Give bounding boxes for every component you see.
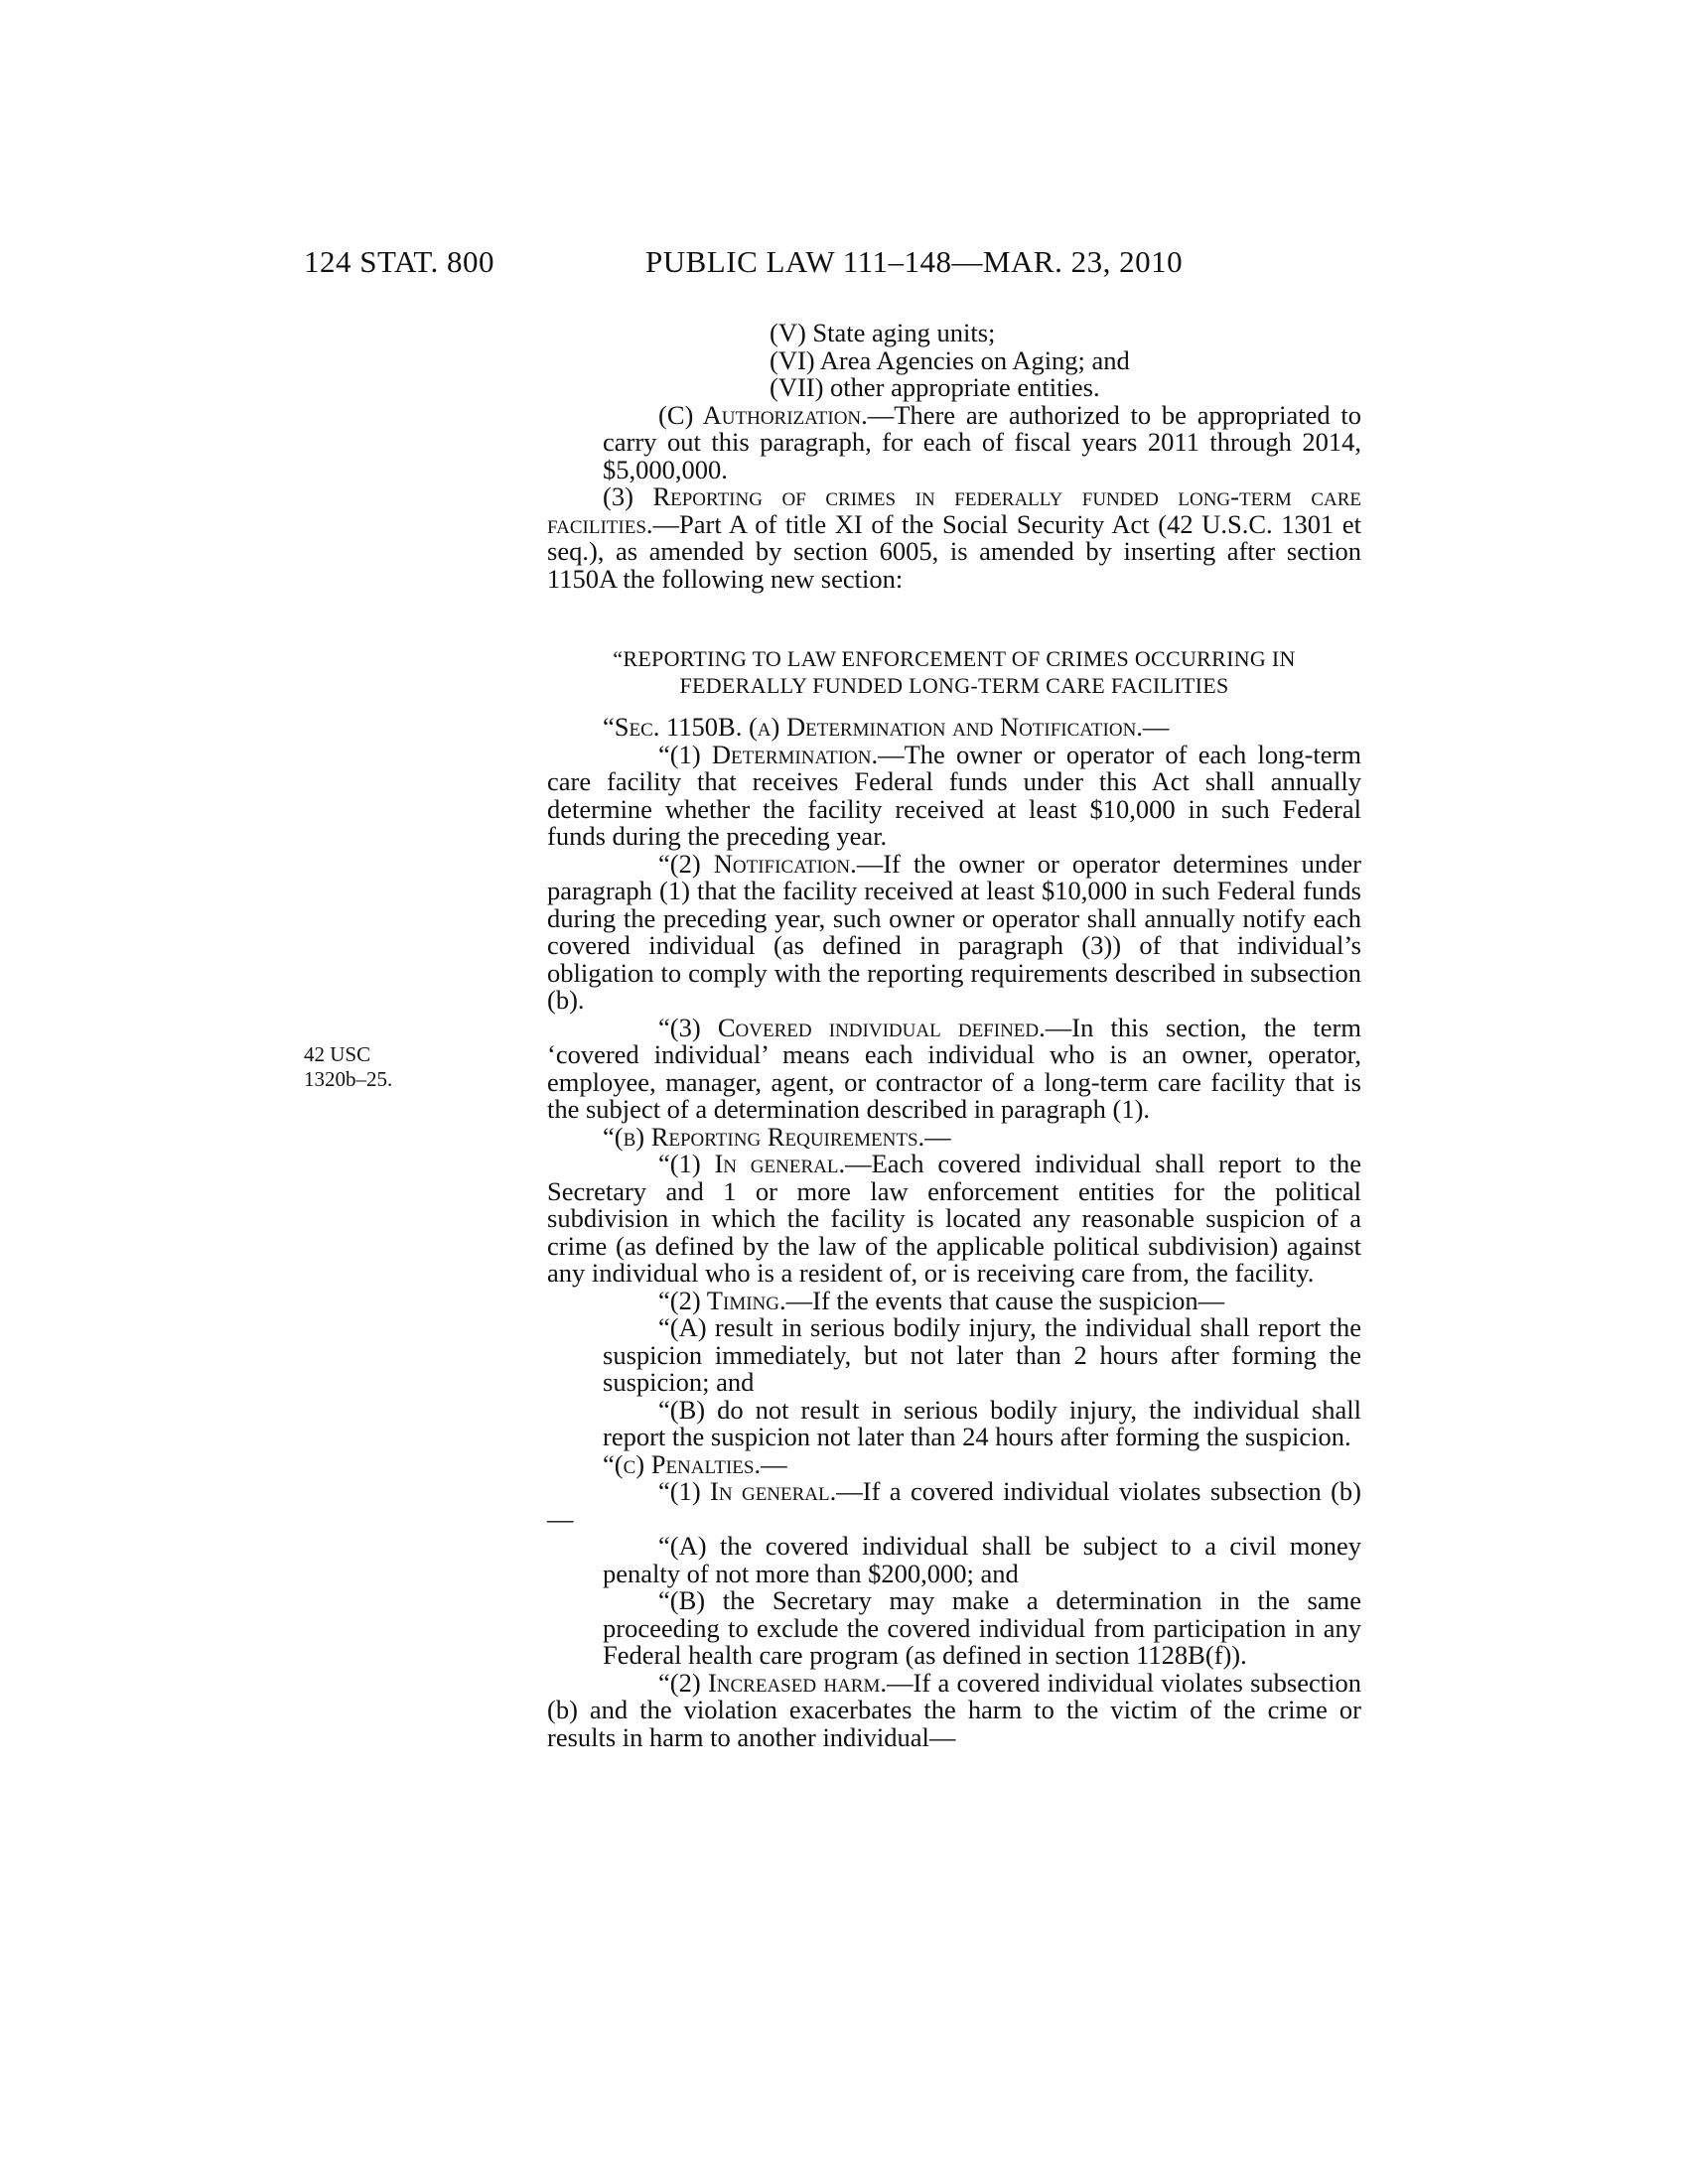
margin-note: [304, 1042, 392, 1092]
subsection-b2a: “(A) result in serious bodily injury, the individual shall report the suspicion immediately, but not later than 2 hours after forming the suspicion; and: [603, 1312, 1361, 1397]
subsection-c1b: “(B) the Secretary may make a determination in the same proceeding to exclude the covered individual from participation in any Federal health care program (as defined in section 1128B(f)).: [603, 1585, 1361, 1670]
authorization-label: (C) Authorization.: [658, 399, 868, 430]
subsection-a2: [547, 848, 1361, 1015]
subsection-c1: [547, 1478, 1361, 1533]
subsection-b2-label: “(2) Timing.: [658, 1285, 786, 1315]
section-heading-line2: FEDERALLY FUNDED LONG-TERM CARE FACILITIES: [679, 673, 1229, 698]
page-header-law: PUBLIC LAW 111–148—MAR. 23, 2010: [645, 244, 1184, 279]
top-block: [547, 320, 1361, 593]
subsection-b1-label: “(1) In general.: [658, 1149, 846, 1178]
authorization-text: —There are authorized to be appropriated to carry out this paragraph, for each of fiscal years 2011 through 2014, $5,000,000.: [603, 399, 1361, 484]
section-heading: [547, 645, 1361, 699]
page-header-stat: 124 STAT. 800: [304, 244, 495, 279]
subsection-c1a: “(A) the covered individual shall be subject to a civil money penalty of not more than $200,000; and: [603, 1531, 1361, 1588]
subsection-b2b: “(B) do not result in serious bodily injury, the individual shall report the suspicion not later than 24 hours after forming the suspicion.: [603, 1394, 1361, 1451]
section-heading-line1: “REPORTING TO LAW ENFORCEMENT OF CRIMES OCCURRING IN: [613, 646, 1296, 671]
subsection-a3: [547, 1012, 1361, 1124]
subsection-b2-text: —If the events that cause the suspicion—: [785, 1285, 1225, 1315]
subsection-a2-text: —If the owner or operator determines under paragraph (1) that the facility received at least $10,000 in such Federal funds during the preceding year, such owner or operator shall annually notify each covered individual (as defined in paragraph (3)) of that individual’s obligation to comply with the reporting requirements described in subsection (b).: [547, 848, 1361, 1015]
authorization-paragraph: [547, 399, 1361, 484]
subsection-c2: [547, 1667, 1361, 1752]
subsection-b1-text: —Each covered individual shall report to the Secretary and 1 or more law enforcement entities for the political subdivision in which the facility is located any reasonable suspicion of a crime (as defined by the law of the applicable political subdivision) against any individual who is a resident of, or is receiving care from, the facility.: [547, 1149, 1361, 1288]
subsection-b1: [547, 1151, 1361, 1288]
subsection-c2-text: —If a covered individual violates subsection (b) and the violation exacerbates the harm to the victim of the crime or results in harm to another individual—: [547, 1667, 1361, 1752]
section-intro: “Sec. 1150B. (a) Determination and Notification.—: [603, 712, 1170, 742]
section-body: [547, 714, 1361, 1751]
margin-note-line1: 42 USC: [304, 1042, 371, 1066]
list-item-v: (V) State aging units;: [770, 318, 996, 347]
subsection-a2-label: “(2) Notification.: [658, 848, 857, 879]
subsection-b2: [547, 1285, 1361, 1315]
subsection-a1-label: “(1) Determination.: [658, 739, 879, 769]
subsection-c1-label: “(1) In general.: [658, 1476, 837, 1506]
list-item-vi: (VI) Area Agencies on Aging; and: [770, 344, 1130, 375]
subsection-a3-label: “(3) Covered individual defined.: [658, 1012, 1046, 1042]
paragraph-3-label: (3) Reporting of crimes in federally funded long-term care facilities.: [547, 481, 1361, 539]
subsection-c2-label: “(2) Increased harm.: [658, 1667, 887, 1698]
subsection-a3-text: —In this section, the term ‘covered individual’ means each individual who is an owner, operator, employee, manager, agent, or contractor of a long-term care facility that is the subject of a determination described in paragraph (1).: [547, 1012, 1361, 1124]
subsection-c1-text: —If a covered individual violates subsection (b)—: [547, 1476, 1361, 1534]
paragraph-3: [547, 483, 1361, 593]
subsection-c-heading: “(c) Penalties.—: [603, 1448, 787, 1479]
paragraph-3-text: —Part A of title XI of the Social Security Act (42 U.S.C. 1301 et seq.), as amended by section 6005, is amended by inserting after section 1150A the following new section:: [547, 508, 1361, 594]
subsection-a1-text: —The owner or operator of each long-term care facility that receives Federal funds under this Act shall annually determine whether the facility received at least $10,000 in such Federal funds during the preceding year.: [547, 739, 1361, 851]
subsection-a1: [547, 739, 1361, 851]
subsection-b-heading: “(b) Reporting Requirements.—: [603, 1121, 951, 1152]
list-item-vii: (VII) other appropriate entities.: [770, 372, 1100, 402]
margin-note-line2: 1320b–25.: [304, 1067, 393, 1091]
